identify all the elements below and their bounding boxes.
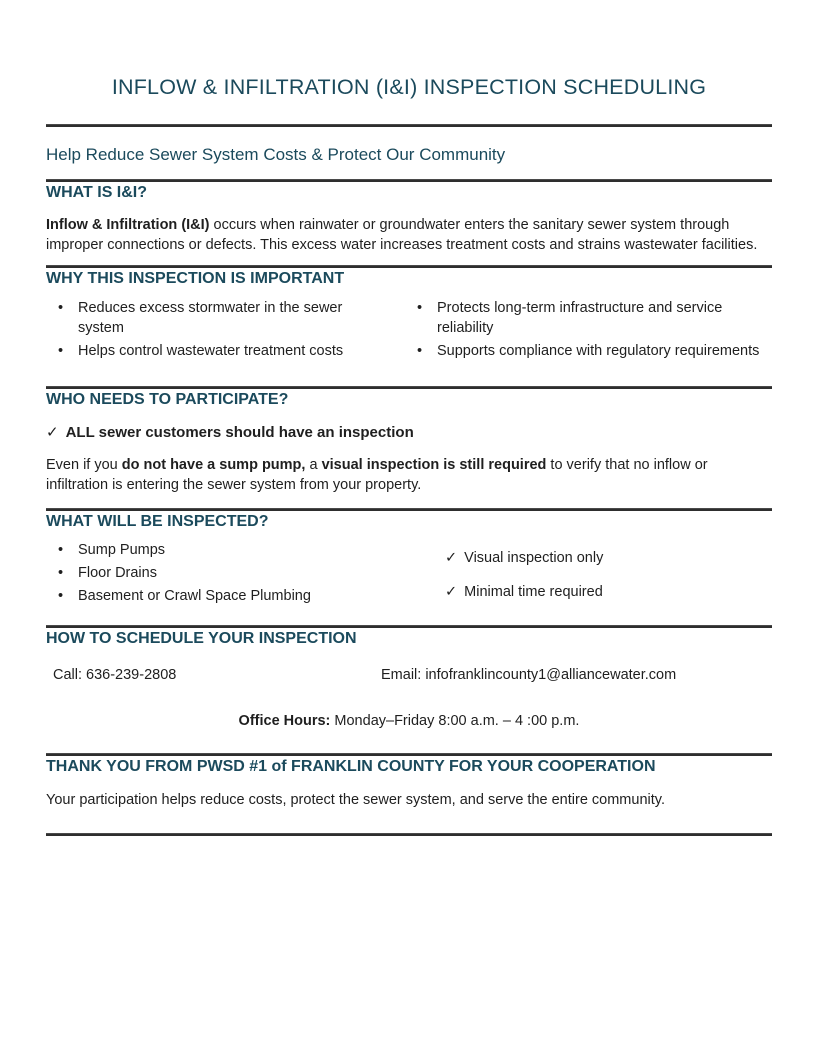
document-title: INFLOW & INFILTRATION (I&I) INSPECTION SCHEDULING <box>111 75 707 99</box>
list-item <box>58 341 409 361</box>
check-item-text: Visual inspection only <box>464 550 604 566</box>
email-contact: Email: infofranklincounty1@alliancewater.com <box>381 667 677 683</box>
checkmark-icon: ✓ <box>445 584 458 600</box>
list-item-text: Helps control wastewater treatment costs <box>78 343 344 359</box>
bullet-column-left <box>46 540 409 609</box>
divider <box>46 124 772 127</box>
bullet-column-left <box>46 298 409 364</box>
paragraph-bold-text: do not have a sump pump, <box>121 457 306 473</box>
section-paragraph: Your participation helps reduce costs, protect the sewer system, and serve the entire community. <box>46 792 665 808</box>
paragraph-text: to verify that no inflow or infiltration is entering the sewer system from your property. <box>46 457 708 493</box>
list-item <box>417 298 772 338</box>
list-item-text: Sump Pumps <box>78 542 166 558</box>
check-item-text: Minimal time required <box>464 584 603 600</box>
lead-bold-text: Inflow & Infiltration (I&I) <box>46 217 210 233</box>
section-heading: WHY THIS INSPECTION IS IMPORTANT <box>46 270 345 287</box>
checkmark-icon: ✓ <box>445 550 458 566</box>
paragraph-text: Even if you <box>46 457 122 473</box>
inspected-columns <box>46 540 772 609</box>
bullet-columns <box>46 298 772 364</box>
list-item-text: Supports compliance with regulatory requirements <box>437 343 760 359</box>
bullet-icon: • <box>417 300 423 316</box>
section-heading: WHAT WILL BE INSPECTED? <box>46 513 269 530</box>
list-item-text: Reduces excess stormwater in the sewer system <box>78 300 343 336</box>
office-hours <box>46 711 772 731</box>
check-item <box>445 548 772 568</box>
checkmark-icon: ✓ <box>46 424 59 441</box>
phone-contact: Call: 636-239-2808 <box>53 667 177 683</box>
list-item <box>58 540 409 560</box>
list-item-text: Floor Drains <box>78 565 157 581</box>
check-statement <box>46 423 772 442</box>
section-paragraph <box>46 455 772 495</box>
check-column <box>409 540 772 609</box>
section-heading: THANK YOU FROM PWSD #1 of FRANKLIN COUNTY FOR YOUR COOPERATION <box>46 758 656 775</box>
paragraph-text: occurs when rainwater or groundwater enters the sanitary sewer system through improper connections or defects. This excess water increases treatment costs and strains wastewater facilities. <box>46 217 758 253</box>
section-schedule <box>46 628 772 731</box>
check-statement-text: ALL sewer customers should have an inspection <box>65 424 414 441</box>
section-heading: WHAT IS I&I? <box>46 184 148 201</box>
section-paragraph <box>46 215 772 255</box>
bullet-icon: • <box>58 565 64 581</box>
office-hours-value: Monday–Friday 8:00 a.m. – 4 :00 p.m. <box>330 713 580 729</box>
bullet-icon: • <box>58 343 64 359</box>
check-item <box>445 582 772 602</box>
bullet-column-right <box>409 298 772 364</box>
bullet-icon: • <box>58 542 64 558</box>
document-subtitle: Help Reduce Sewer System Costs & Protect Our Community <box>46 145 506 164</box>
bullet-icon: • <box>417 343 423 359</box>
section-what-is <box>46 182 772 255</box>
contact-row <box>46 665 772 685</box>
office-hours-label: Office Hours: <box>238 713 331 729</box>
list-item-text: Protects long-term infrastructure and service reliability <box>437 300 723 336</box>
list-item <box>58 298 409 338</box>
section-who-participates <box>46 389 772 495</box>
paragraph-bold-text: visual inspection is still required <box>321 457 547 473</box>
list-item <box>58 586 409 606</box>
list-item-text: Basement or Crawl Space Plumbing <box>78 588 311 604</box>
bullet-icon: • <box>58 588 64 604</box>
section-heading: HOW TO SCHEDULE YOUR INSPECTION <box>46 630 357 647</box>
bullet-icon: • <box>58 300 64 316</box>
list-item <box>58 563 409 583</box>
section-heading: WHO NEEDS TO PARTICIPATE? <box>46 391 289 408</box>
divider <box>46 833 772 836</box>
section-why-important <box>46 268 772 364</box>
list-item <box>417 341 772 361</box>
section-thanks <box>46 756 772 810</box>
paragraph-text: a <box>305 457 322 473</box>
section-what-inspected <box>46 511 772 609</box>
